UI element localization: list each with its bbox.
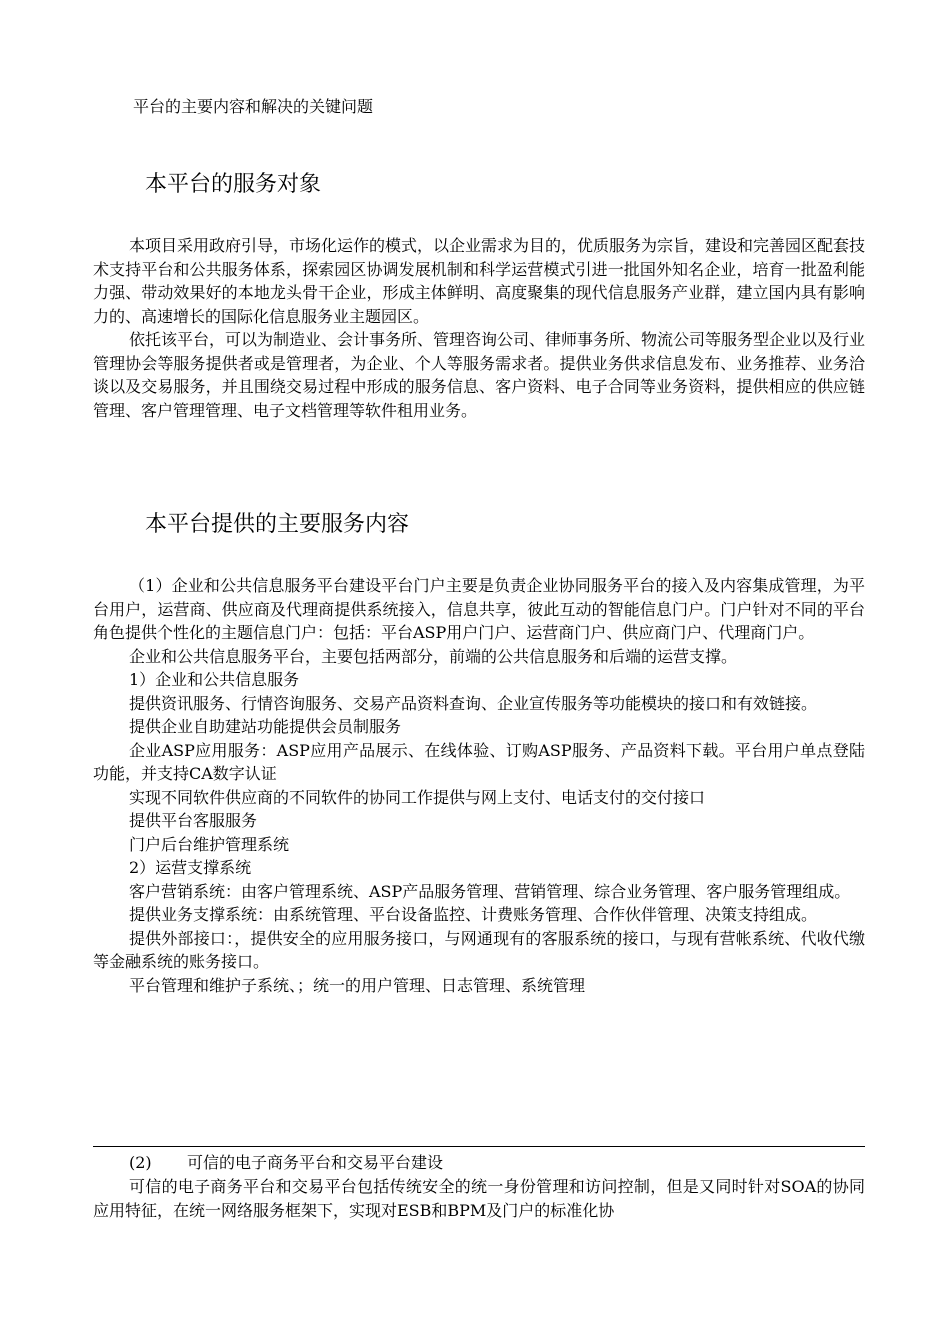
section-heading-main-services: 本平台提供的主要服务内容	[145, 512, 410, 537]
paragraph: 门户后台维护管理系统	[129, 834, 290, 854]
section-heading-text: 可信的电子商务平台和交易平台建设	[187, 1153, 444, 1172]
paragraph: 平台管理和维护子系统、；统一的用户管理、日志管理、系统管理	[129, 975, 586, 995]
paragraph: 企业ASP应用服务：ASP应用产品展示、在线体验、订购ASP服务、产品资料下载。平台用户单点登陆功能，并支持CA数字认证	[93, 740, 865, 783]
section-main-services-body	[93, 574, 865, 997]
paragraph: 提供业务支撑系统：由系统管理、平台设备监控、计费账务管理、合作伙伴管理、决策支持组成。	[129, 905, 818, 924]
document-title: 平台的主要内容和解决的关键问题	[133, 97, 374, 116]
paragraph: 实现不同软件供应商的不同软件的协同工作提供与网上支付、电话支付的交付接口	[129, 787, 706, 807]
paragraph: 提供外部接口：，提供安全的应用服务接口，与网通现有的客服系统的接口，与现有营帐系统、代收代缴等金融系统的账务接口。	[93, 928, 865, 971]
subsection-title: 2）运营支撑系统	[129, 858, 252, 877]
section-heading-service-targets: 本平台的服务对象	[145, 172, 322, 197]
paragraph: 提供平台客服服务	[129, 811, 258, 830]
paragraph: 提供企业自助建站功能提供会员制服务	[129, 717, 402, 736]
section-trusted-ecommerce-body	[93, 1175, 865, 1222]
paragraph: 依托该平台，可以为制造业、会计事务所、管理咨询公司、律师事务所、物流公司等服务型企业以及行业管理协会等服务提供者或是管理者，为企业、个人等服务需求者。提供业务供求信息发布、业务推荐、业务洽谈以及交易服务，并且围绕交易过程中形成的服务信息、客户资料、电子合同等业务资料，提供相应的供应链管理、客户管理管理、电子文档管理等软件租用业务。	[93, 330, 866, 420]
section-heading-trusted-ecommerce	[129, 1151, 443, 1175]
section-number: (2)	[129, 1153, 152, 1172]
subsection-title: 1）企业和公共信息服务	[129, 670, 300, 689]
paragraph: 本项目采用政府引导，市场化运作的模式，以企业需求为目的，优质服务为宗旨，建设和完善园区配套技术支持平台和公共服务体系，探索园区协调发展机制和科学运营模式引进一批国外知名企业，培育一批盈利能力强、带动效果好的本地龙头骨干企业，形成主体鲜明、高度聚集的现代信息服务产业群，建立国内具有影响力的、高速增长的国际化信息服务业主题园区。	[93, 236, 866, 326]
horizontal-rule	[93, 1146, 865, 1147]
paragraph: 可信的电子商务平台和交易平台包括传统安全的统一身份管理和访问控制，但是又同时针对SOA的协同应用特征，在统一网络服务框架下，实现对ESB和BPM及门户的标准化协	[93, 1177, 865, 1220]
section-service-targets-body	[93, 234, 865, 422]
paragraph: 企业和公共信息服务平台，主要包括两部分，前端的公共信息服务和后端的运营支撑。	[129, 646, 738, 666]
paragraph: 提供资讯服务、行情咨询服务、交易产品资料查询、企业宣传服务等功能模块的接口和有效链接。	[129, 693, 818, 713]
paragraph: （1）企业和公共信息服务平台建设平台门户主要是负责企业协同服务平台的接入及内容集成管理，为平台用户，运营商、供应商及代理商提供系统接入，信息共享，彼此互动的智能信息门户。门户针对不同的平台角色提供个性化的主题信息门户：包括：平台ASP用户门户、运营商门户、供应商门户、代理商门户。	[93, 576, 865, 642]
paragraph: 客户营销系统：由客户管理系统、ASP产品服务管理、营销管理、综合业务管理、客户服务管理组成。	[129, 881, 851, 901]
